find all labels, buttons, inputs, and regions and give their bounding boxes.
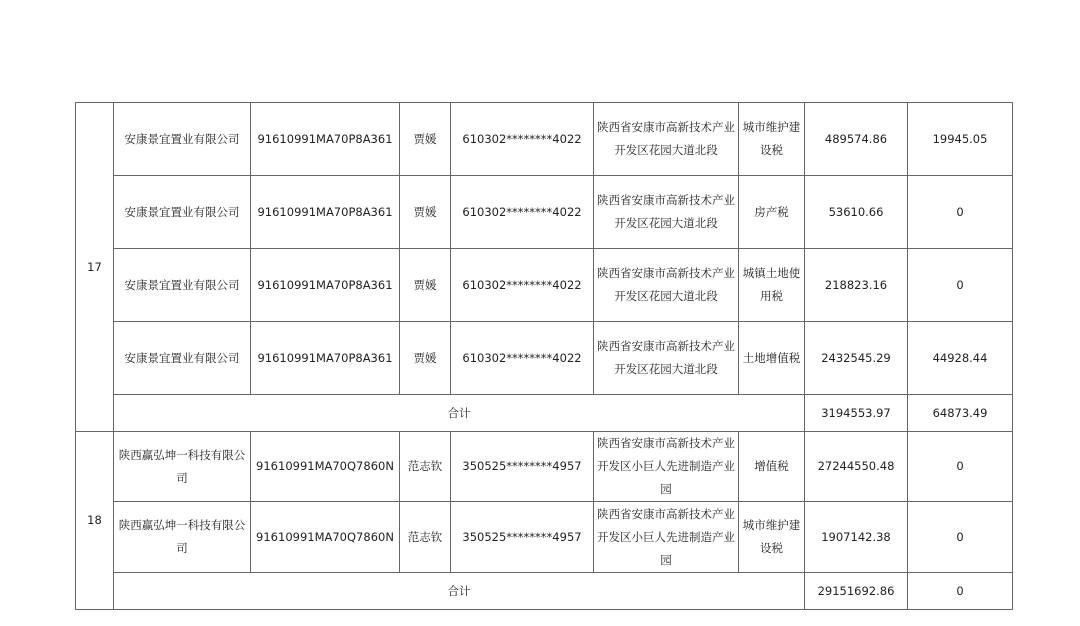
- table-row: [76, 322, 1013, 395]
- id-number-cell: 610302********4022: [451, 249, 594, 322]
- table-row: [76, 432, 1013, 502]
- tax-type-cell: 增值税: [739, 432, 805, 502]
- subtotal-row: [76, 395, 1013, 432]
- id-number-cell: 350525********4957: [451, 432, 594, 502]
- tax-type-cell: 城镇土地使用税: [739, 249, 805, 322]
- current-arrears-cell: 0: [908, 432, 1013, 502]
- company-name-cell: 安康景宜置业有限公司: [114, 103, 251, 176]
- group-index-cell: 17: [76, 103, 114, 432]
- legal-person-cell: 范志钦: [400, 502, 451, 573]
- tax-arrears-table: [75, 102, 1013, 610]
- id-number-cell: 610302********4022: [451, 103, 594, 176]
- table-row: [76, 249, 1013, 322]
- current-arrears-cell: 0: [908, 502, 1013, 573]
- current-arrears-cell: 19945.05: [908, 103, 1013, 176]
- tax-type-cell: 城市维护建设税: [739, 502, 805, 573]
- id-number-cell: 610302********4022: [451, 176, 594, 249]
- legal-person-cell: 贾媛: [400, 249, 451, 322]
- credit-code-cell: 91610991MA70P8A361: [251, 176, 400, 249]
- company-name-cell: 安康景宜置业有限公司: [114, 322, 251, 395]
- subtotal-amount: 29151692.86: [805, 573, 908, 610]
- credit-code-cell: 91610991MA70Q7860N: [251, 502, 400, 573]
- arrears-amount-cell: 27244550.48: [805, 432, 908, 502]
- arrears-amount-cell: 53610.66: [805, 176, 908, 249]
- subtotal-current: 0: [908, 573, 1013, 610]
- subtotal-label: 合计: [114, 573, 805, 610]
- id-number-cell: 350525********4957: [451, 502, 594, 573]
- credit-code-cell: 91610991MA70Q7860N: [251, 432, 400, 502]
- legal-person-cell: 贾媛: [400, 103, 451, 176]
- subtotal-row: [76, 573, 1013, 610]
- address-cell: 陕西省安康市高新技术产业开发区花园大道北段: [594, 249, 739, 322]
- arrears-amount-cell: 489574.86: [805, 103, 908, 176]
- company-name-cell: 陕西赢弘坤一科技有限公司: [114, 502, 251, 573]
- company-name-cell: 安康景宜置业有限公司: [114, 249, 251, 322]
- table-row: [76, 176, 1013, 249]
- address-cell: 陕西省安康市高新技术产业开发区小巨人先进制造产业园: [594, 502, 739, 573]
- subtotal-amount: 3194553.97: [805, 395, 908, 432]
- tax-type-cell: 土地增值税: [739, 322, 805, 395]
- current-arrears-cell: 0: [908, 176, 1013, 249]
- credit-code-cell: 91610991MA70P8A361: [251, 103, 400, 176]
- credit-code-cell: 91610991MA70P8A361: [251, 322, 400, 395]
- table-row: [76, 103, 1013, 176]
- credit-code-cell: 91610991MA70P8A361: [251, 249, 400, 322]
- table-row: [76, 502, 1013, 573]
- id-number-cell: 610302********4022: [451, 322, 594, 395]
- legal-person-cell: 贾媛: [400, 322, 451, 395]
- legal-person-cell: 贾媛: [400, 176, 451, 249]
- company-name-cell: 陕西赢弘坤一科技有限公司: [114, 432, 251, 502]
- address-cell: 陕西省安康市高新技术产业开发区花园大道北段: [594, 322, 739, 395]
- tax-type-cell: 城市维护建设税: [739, 103, 805, 176]
- address-cell: 陕西省安康市高新技术产业开发区花园大道北段: [594, 176, 739, 249]
- arrears-amount-cell: 218823.16: [805, 249, 908, 322]
- company-name-cell: 安康景宜置业有限公司: [114, 176, 251, 249]
- legal-person-cell: 范志钦: [400, 432, 451, 502]
- arrears-amount-cell: 1907142.38: [805, 502, 908, 573]
- group-index-cell: 18: [76, 432, 114, 610]
- subtotal-current: 64873.49: [908, 395, 1013, 432]
- arrears-amount-cell: 2432545.29: [805, 322, 908, 395]
- address-cell: 陕西省安康市高新技术产业开发区花园大道北段: [594, 103, 739, 176]
- tax-type-cell: 房产税: [739, 176, 805, 249]
- address-cell: 陕西省安康市高新技术产业开发区小巨人先进制造产业园: [594, 432, 739, 502]
- current-arrears-cell: 44928.44: [908, 322, 1013, 395]
- subtotal-label: 合计: [114, 395, 805, 432]
- current-arrears-cell: 0: [908, 249, 1013, 322]
